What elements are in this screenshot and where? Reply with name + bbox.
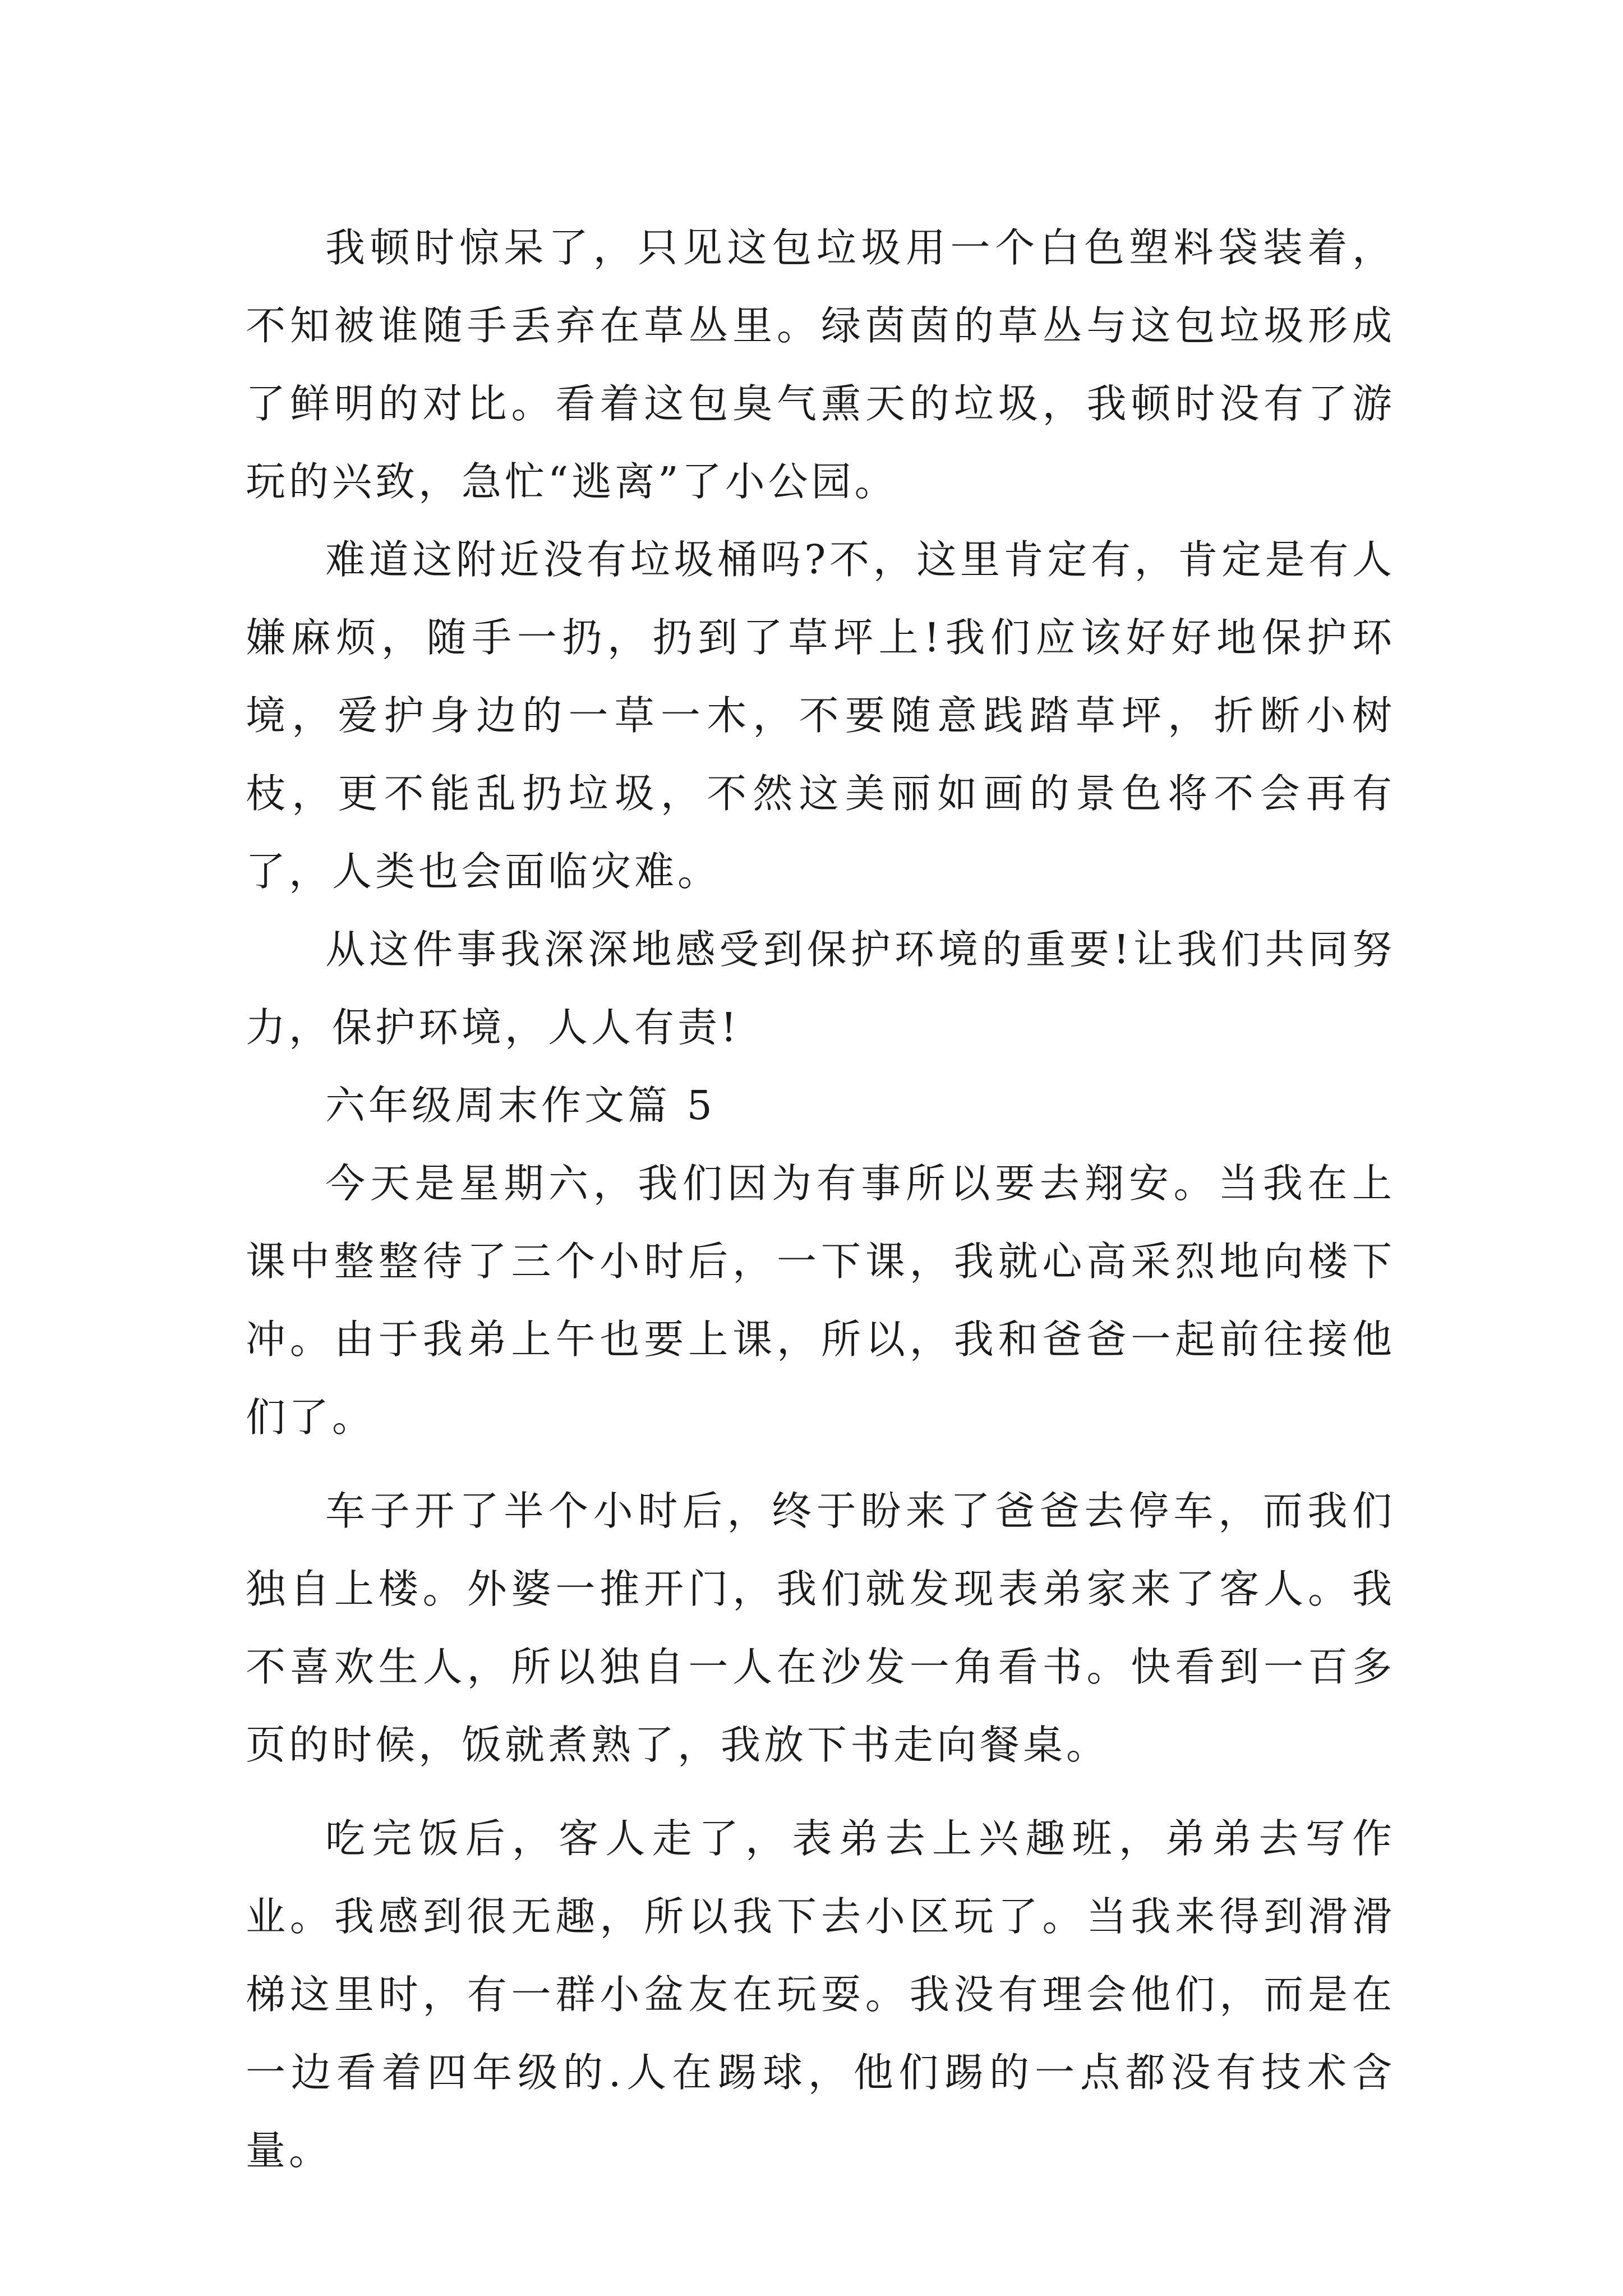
paragraph-saturday-trip: 今天是星期六，我们因为有事所以要去翔安。当我在上课中整整待了三个小时后，一下课，我就心高采烈地向楼下冲。由于我弟上午也要上课，所以，我和爸爸一起前往接他们了。 [246, 1160, 1395, 1441]
paragraph-garbage-discovery: 我顿时惊呆了，只见这包垃圾用一个白色塑料袋装着，不知被谁随手丢弃在草丛里。绿茵茵的草丛与这包垃圾形成了鲜明的对比。看着这包臭气熏天的垃圾，我顿时没有了游玩的兴致，急忙“逃离”了小公园。 [246, 224, 1395, 505]
section-heading: 六年级周末作文篇 5 [325, 1082, 716, 1129]
paragraph-protect-environment: 难道这附近没有垃圾桶吗?不，这里肯定有，肯定是有人嫌麻烦，随手一扔，扔到了草坪上!我们应该好好地保护环境，爱护身边的一草一木，不要随意践踏草坪，折断小树枝，更不能乱扔垃圾，不然这美丽如画的景色将不会再有了，人类也会面临灾难。 [246, 536, 1395, 895]
document-body [246, 209, 1395, 2189]
paragraph-after-lunch: 吃完饭后，客人走了，表弟去上兴趣班，弟弟去写作业。我感到很无趣，所以我下去小区玩了。当我来得到滑滑梯这里时，有一群小盆友在玩耍。我没有理会他们，而是在一边看着四年级的.人在踢球，他们踢的一点都没有技术含量。 [246, 1815, 1395, 2174]
paragraph-car-ride: 车子开了半个小时后，终于盼来了爸爸去停车，而我们独自上楼。外婆一推开门，我们就发现表弟家来了客人。我不喜欢生人，所以独自一人在沙发一角看书。快看到一百多页的时候，饭就煮熟了，我放下书走向餐桌。 [246, 1488, 1395, 1768]
paragraph-conclusion: 从这件事我深深地感受到保护环境的重要!让我们共同努力，保护环境，人人有责! [246, 926, 1395, 1051]
